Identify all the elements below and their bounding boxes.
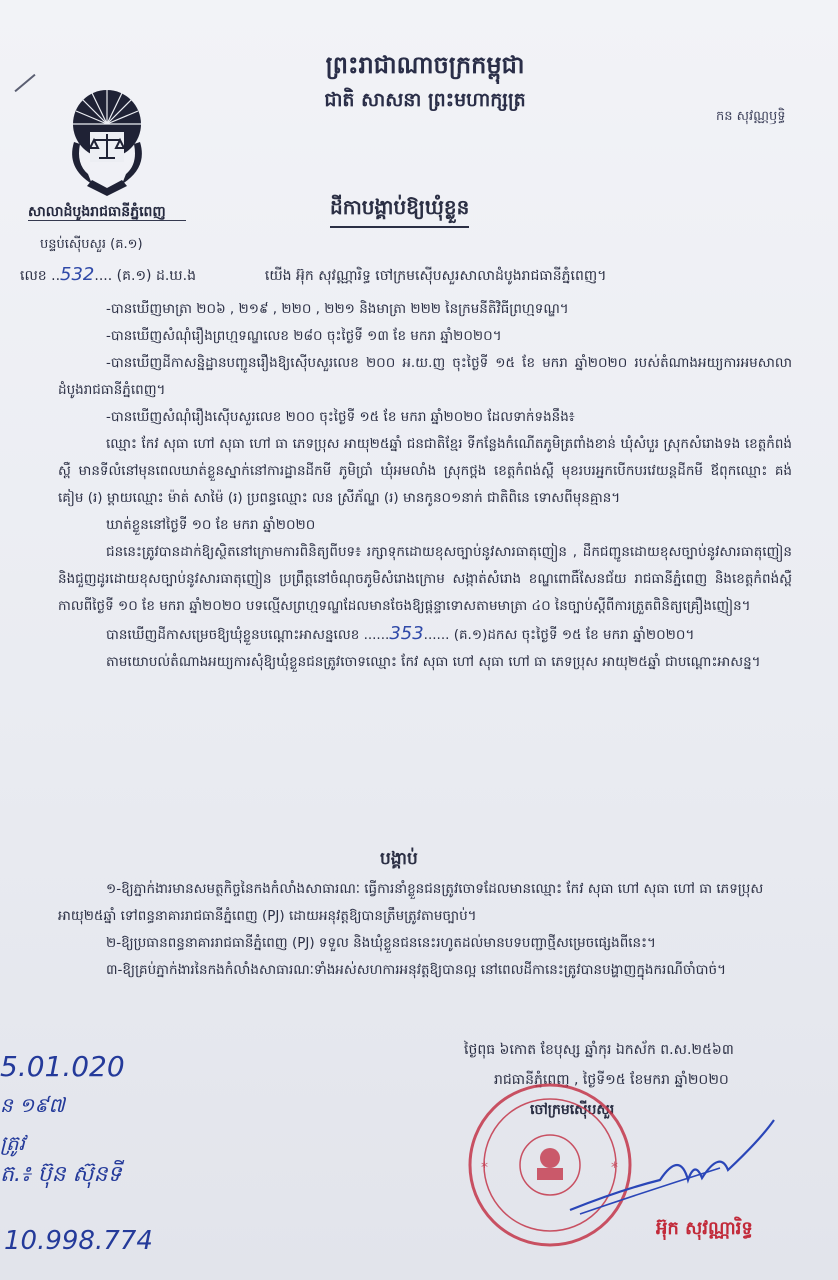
- paragraph: -បានឃើញសំណុំរឿងស៊ើបសួរលេខ ២០០ ចុះថ្ងៃទី ១៥ ខែ មករា ឆ្នាំ២០២០ ដែលទាក់ទងនឹង៖: [106, 409, 575, 425]
- intro-line: យើង អ៊ុក សុវណ្ណារិទ្ធ ចៅក្រមស៊ើបសួរសាលាដំបូងរាជធានីភ្នំពេញ។: [264, 268, 607, 284]
- reference-line: លេខ ..532.... (គ.១) ដ.ឃ.ង យើង អ៊ុក សុវណ្ណារិទ្ធ ចៅក្រមស៊ើបសួរសាលាដំបូងរាជធានីភ្នំពេញ។: [20, 264, 607, 285]
- handwritten-note: ត.៖ ប៊ុន ស៊ុនទី: [0, 1162, 122, 1187]
- office-name: បន្ទប់ស៊ើបសួរ (គ.១): [40, 237, 143, 252]
- corner-note: កន សុវណ្ណឫទ្ធិ: [716, 109, 786, 124]
- order-item: ២-ឱ្យប្រធានពន្ធនាគាររាជធានីភ្នំពេញ (PJ) ទទួល និងឃុំខ្លួនជននេះរហូតដល់មានបទបញ្ជាថ្មីសម្រេចផ្សេងពីនេះ។: [106, 935, 656, 951]
- paragraph: -បានឃើញសំណុំរឿងព្រហ្មទណ្ឌលេខ ២៨០ ចុះថ្ងៃទី ១៣ ខែ មករា ឆ្នាំ២០២០។: [106, 328, 502, 344]
- svg-text:*: *: [481, 1160, 488, 1176]
- paragraph: ជននេះត្រូវបានដាក់ឱ្យស្ថិតនៅក្រោមការពិនិត្យពីបទ៖ រក្សាទុកដោយខុសច្បាប់នូវសារធាតុញៀន , ដឹកជញ្ជូនដោយខុសច្បាប់នូវសារធាតុញៀន និងជួញដូរដោយខុសច្បាប់នូវសារធាតុញៀន ប្រព្រឹត្តនៅចំណុចភូមិសំរោងក្រោម សង្កាត់សំរោង ខណ្ឌពោធិ៍សែនជ័យ រាជធានីភ្នំពេញ និងខេត្តកំពង់ស្ពឺ កាលពីថ្ងៃទី ១០ ខែ មករា ឆ្នាំ២០២០ បទល្មើសព្រហ្មទណ្ឌដែលមានចែងឱ្យផ្តន្ទាទោសតាមមាត្រា ៤០ នៃច្បាប់ស្តីពីការត្រួតពិនិត្យគ្រឿងញៀន។: [58, 544, 792, 614]
- ref-number: 532: [60, 264, 95, 285]
- signer-title: ចៅក្រមស៊ើបសួរ: [530, 1102, 615, 1118]
- national-motto: ជាតិ សាសនា ព្រះមហាក្សត្រ: [324, 89, 526, 111]
- handwritten-note: 5.01.020: [0, 1050, 125, 1083]
- lunar-date: ថ្ងៃពុធ ៦កោត ខែបុស្ស ឆ្នាំកុរ ឯកស័ក ព.ស.២៥៦៣: [464, 1042, 734, 1058]
- paragraph: ឃាត់ខ្លួននៅថ្ងៃទី ១០ ខែ មករា ឆ្នាំ២០២០: [106, 517, 316, 533]
- order-item: ៣-ឱ្យគ្រប់ភ្នាក់ងារនៃកងកំលាំងសាធារណៈទាំងអស់សហការអនុវត្តឱ្យបានល្អ នៅពេលដីកានេះត្រូវបានបង្ហាញក្នុងករណីចាំបាច់។: [106, 962, 726, 978]
- order-list: [58, 876, 792, 984]
- warrant-number: 353: [389, 623, 424, 644]
- signature-mark: [560, 1110, 780, 1230]
- kingdom-heading: ព្រះរាជាណាចក្រកម្ពុជា: [325, 50, 525, 79]
- order-item: ១-ឱ្យភ្នាក់ងារមានសមត្ថកិច្ចនៃកងកំលាំងសាធារណៈ ធ្វើការនាំខ្លួនជនត្រូវចោទដែលមានឈ្មោះ កែវ សុធា ហៅ សុធា ហៅ ធា ភេទប្រុស អាយុ២៥ឆ្នាំ ទៅពន្ធនាគាររាជធានីភ្នំពេញ (PJ) ដោយអនុវត្តឱ្យបានត្រឹមត្រូវតាមច្បាប់។: [58, 881, 764, 924]
- warrant-suffix: (គ.១)ដកស ចុះថ្ងៃទី ១៥ ខែ មករា ឆ្នាំ២០២០។: [453, 627, 695, 643]
- paragraph: -បានឃើញដីកាសន្និដ្ឋានបញ្ជូនរឿងឱ្យស៊ើបសួរលេខ ២០០ អ.យ.ញ ចុះថ្ងៃទី ១៥ ខែ មករា ឆ្នាំ២០២០ របស់តំណាងអយ្យការអមសាលាដំបូងរាជធានីភ្នំពេញ។: [58, 355, 792, 398]
- svg-text:*: *: [611, 1160, 618, 1176]
- prosecutor-request: តាមយោបល់តំណាងអយ្យការសុំឱ្យឃុំខ្លួនជនត្រូវចោទឈ្មោះ កែវ សុធា ហៅ សុធា ហៅ ធា ភេទប្រុស អាយុ២៥ឆ្នាំ ជាបណ្តោះអាសន្ន។: [106, 654, 761, 670]
- solar-date: រាជធានីភ្នំពេញ , ថ្ងៃទី១៥ ខែមករា ឆ្នាំ២០២០: [494, 1072, 729, 1088]
- handwritten-note: 10.998.774: [4, 1226, 153, 1256]
- court-name: សាលាដំបូងរាជធានីភ្នំពេញ: [28, 204, 166, 220]
- document-body: [58, 296, 792, 676]
- margin-stroke: [14, 74, 35, 92]
- order-heading: បង្គាប់: [380, 849, 418, 869]
- paragraph: ឈ្មោះ កែវ សុធា ហៅ សុធា ហៅ ធា ភេទប្រុស អាយុ២៥ឆ្នាំ ជនជាតិខ្មែរ ទីកន្លែងកំណើតភូមិត្រពាំងខាន់ ឃុំសំបួរ ស្រុកសំរោងទង ខេត្តកំពង់ស្ពឺ មានទីលំនៅមុនពេលឃាត់ខ្លួនស្នាក់នៅការដ្ឋានដីកមី ភូមិប្រាំ ឃុំអមលាំង ស្រុកថ្ពង ខេត្តកំពង់ស្ពឺ មុខរបរអ្នកបើកបរវេយន្តដីកមី ឪពុកឈ្មោះ គង់ គៀម (រ) ម្តាយឈ្មោះ ម៉ាត់ សាម៉ៃ (រ) ប្រពន្ធឈ្មោះ លន ស្រីភ័ណ្ឌ (រ) មានកូន០១នាក់ ជាតិពិនេ ទោសពីមុនគ្មាន។: [58, 436, 792, 506]
- document-title: ដីកាបង្គាប់ឱ្យឃុំខ្លួន: [330, 194, 469, 228]
- handwritten-note: ន ១៩៧: [0, 1093, 65, 1117]
- warrant-line: បានឃើញដីកាសម្រេចឱ្យឃុំខ្លួនបណ្តោះអាសន្នលេខ ......353...... (គ.១)ដកស ចុះថ្ងៃទី ១៥ ខែ មករា ឆ្នាំ២០២០។: [106, 623, 695, 644]
- ref-prefix: លេខ: [20, 268, 47, 284]
- court-emblem-icon: [52, 84, 162, 204]
- handwritten-note: ត្រូវ: [0, 1131, 25, 1155]
- court-underline: [28, 220, 186, 221]
- ref-suffix: (គ.១) ដ.ឃ.ង: [116, 268, 196, 284]
- signer-name: អ៊ុក សុវណ្ណារិទ្ធ: [656, 1218, 753, 1239]
- warrant-prefix: បានឃើញដីកាសម្រេចឱ្យឃុំខ្លួនបណ្តោះអាសន្នលេខ: [106, 627, 360, 643]
- paragraph: -បានឃើញមាត្រា ២០៦ , ២១៩ , ២២០ , ២២១ និងមាត្រា ២២២ នៃក្រមនីតិវិធីព្រហ្មទណ្ឌ។: [106, 301, 569, 317]
